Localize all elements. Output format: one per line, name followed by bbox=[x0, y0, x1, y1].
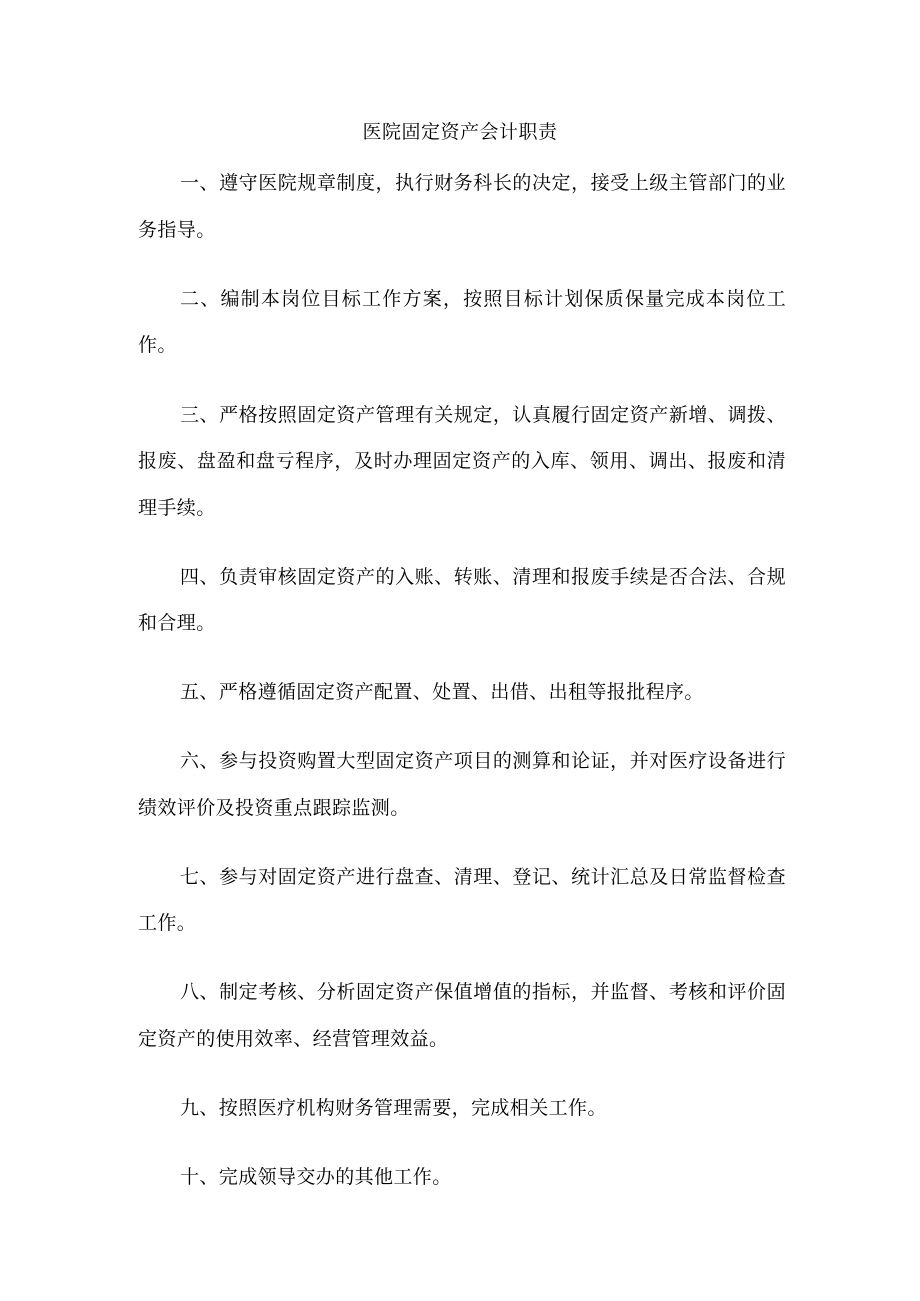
duty-item-3: 三、严格按照固定资产管理有关规定，认真履行固定资产新增、调拨、报废、盘盈和盘亏程序，及时办理固定资产的入库、领用、调出、报废和清理手续。 bbox=[138, 403, 786, 519]
duty-item-8: 八、制定考核、分析固定资产保值增值的指标，并监督、考核和评价固定资产的使用效率、经营管理效益。 bbox=[138, 981, 786, 1050]
document-title: 医院固定资产会计职责 bbox=[362, 121, 558, 143]
duty-item-6: 六、参与投资购置大型固定资产项目的测算和论证，并对医疗设备进行绩效评价及投资重点跟踪监测。 bbox=[138, 750, 786, 819]
document-body bbox=[138, 160, 786, 1223]
duty-item-5: 五、严格遵循固定资产配置、处置、出借、出租等报批程序。 bbox=[180, 681, 704, 703]
duty-item-4: 四、负责审核固定资产的入账、转账、清理和报废手续是否合法、合规和合理。 bbox=[138, 565, 786, 634]
duty-item-9: 九、按照医疗机构财务管理需要，完成相关工作。 bbox=[180, 1096, 607, 1119]
duty-item-1: 一、遵守医院规章制度，执行财务科长的决定，接受上级主管部门的业务指导。 bbox=[138, 172, 786, 241]
duty-item-10: 十、完成领导交办的其他工作。 bbox=[180, 1165, 452, 1188]
duty-item-2: 二、编制本岗位目标工作方案，按照目标计划保质保量完成本岗位工作。 bbox=[138, 287, 786, 356]
duty-item-7: 七、参与对固定资产进行盘查、清理、登记、统计汇总及日常监督检查工作。 bbox=[138, 865, 786, 934]
